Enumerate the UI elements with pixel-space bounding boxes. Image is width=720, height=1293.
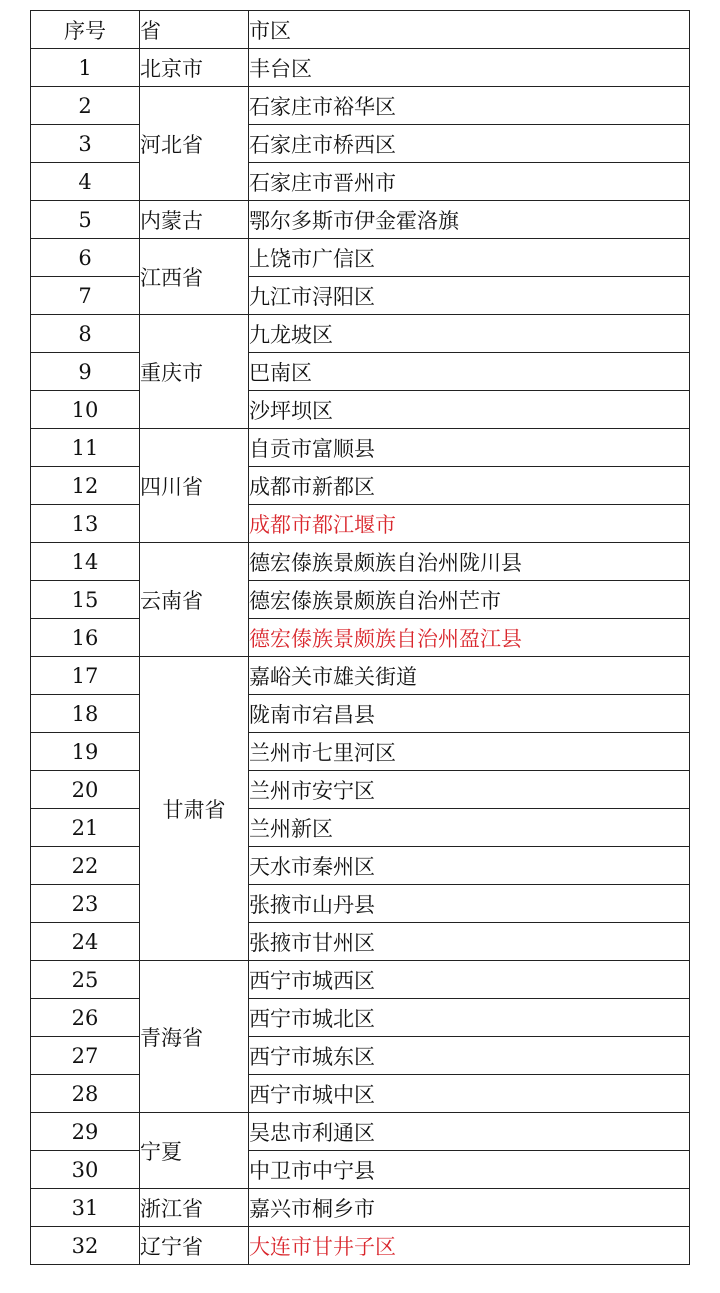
city-cell: 自贡市富顺县	[249, 429, 690, 467]
province-cell: 北京市	[140, 49, 249, 87]
province-cell: 重庆市	[140, 315, 249, 429]
city-cell: 西宁市城东区	[249, 1037, 690, 1075]
row-number: 2	[31, 87, 140, 125]
table-row	[31, 733, 690, 771]
city-cell: 德宏傣族景颇族自治州陇川县	[249, 543, 690, 581]
row-number: 8	[31, 315, 140, 353]
row-number: 20	[31, 771, 140, 809]
province-cell: 甘肃省	[140, 657, 249, 961]
province-cell: 宁夏	[140, 1113, 249, 1189]
regions-table	[30, 10, 690, 1265]
table-row	[31, 163, 690, 201]
province-cell: 河北省	[140, 87, 249, 201]
row-number: 6	[31, 239, 140, 277]
row-number: 14	[31, 543, 140, 581]
city-cell: 鄂尔多斯市伊金霍洛旗	[249, 201, 690, 239]
city-cell: 德宏傣族景颇族自治州盈江县	[249, 619, 690, 657]
city-cell: 沙坪坝区	[249, 391, 690, 429]
row-number: 28	[31, 1075, 140, 1113]
province-cell: 云南省	[140, 543, 249, 657]
row-number: 15	[31, 581, 140, 619]
city-cell: 张掖市甘州区	[249, 923, 690, 961]
row-number: 11	[31, 429, 140, 467]
table-row	[31, 1189, 690, 1227]
row-number: 10	[31, 391, 140, 429]
table-row	[31, 391, 690, 429]
table-row	[31, 87, 690, 125]
city-cell: 石家庄市裕华区	[249, 87, 690, 125]
row-number: 30	[31, 1151, 140, 1189]
row-number: 1	[31, 49, 140, 87]
city-cell: 成都市新都区	[249, 467, 690, 505]
row-number: 18	[31, 695, 140, 733]
row-number: 3	[31, 125, 140, 163]
row-number: 23	[31, 885, 140, 923]
city-cell: 兰州市七里河区	[249, 733, 690, 771]
table-row	[31, 1227, 690, 1265]
table-row	[31, 961, 690, 999]
city-cell: 大连市甘井子区	[249, 1227, 690, 1265]
row-number: 9	[31, 353, 140, 391]
table-row	[31, 809, 690, 847]
city-cell: 石家庄市桥西区	[249, 125, 690, 163]
row-number: 29	[31, 1113, 140, 1151]
city-cell: 张掖市山丹县	[249, 885, 690, 923]
table-row	[31, 201, 690, 239]
row-number: 27	[31, 1037, 140, 1075]
row-number: 17	[31, 657, 140, 695]
table-row	[31, 277, 690, 315]
table-row	[31, 847, 690, 885]
province-cell: 四川省	[140, 429, 249, 543]
city-cell: 兰州市安宁区	[249, 771, 690, 809]
city-cell: 九龙坡区	[249, 315, 690, 353]
table-row	[31, 467, 690, 505]
table-body	[31, 49, 690, 1265]
city-cell: 上饶市广信区	[249, 239, 690, 277]
row-number: 24	[31, 923, 140, 961]
table-row	[31, 429, 690, 467]
table-row	[31, 543, 690, 581]
city-cell: 兰州新区	[249, 809, 690, 847]
city-cell: 吴忠市利通区	[249, 1113, 690, 1151]
table-row	[31, 125, 690, 163]
row-number: 4	[31, 163, 140, 201]
city-cell: 九江市浔阳区	[249, 277, 690, 315]
row-number: 21	[31, 809, 140, 847]
table-row	[31, 1075, 690, 1113]
row-number: 26	[31, 999, 140, 1037]
province-cell: 辽宁省	[140, 1227, 249, 1265]
table-row	[31, 49, 690, 87]
header-city: 市区	[249, 11, 690, 49]
city-cell: 天水市秦州区	[249, 847, 690, 885]
city-cell: 丰台区	[249, 49, 690, 87]
row-number: 7	[31, 277, 140, 315]
row-number: 13	[31, 505, 140, 543]
header-row	[31, 11, 690, 49]
table-row	[31, 239, 690, 277]
province-cell: 内蒙古	[140, 201, 249, 239]
city-cell: 嘉兴市桐乡市	[249, 1189, 690, 1227]
row-number: 5	[31, 201, 140, 239]
table-row	[31, 885, 690, 923]
city-cell: 西宁市城中区	[249, 1075, 690, 1113]
table-row	[31, 999, 690, 1037]
city-cell: 陇南市宕昌县	[249, 695, 690, 733]
table-row	[31, 619, 690, 657]
table-row	[31, 353, 690, 391]
province-cell: 江西省	[140, 239, 249, 315]
city-cell: 德宏傣族景颇族自治州芒市	[249, 581, 690, 619]
table-row	[31, 315, 690, 353]
city-cell: 石家庄市晋州市	[249, 163, 690, 201]
row-number: 12	[31, 467, 140, 505]
province-cell: 青海省	[140, 961, 249, 1113]
row-number: 22	[31, 847, 140, 885]
row-number: 19	[31, 733, 140, 771]
table-row	[31, 1151, 690, 1189]
city-cell: 巴南区	[249, 353, 690, 391]
table-row	[31, 657, 690, 695]
city-cell: 西宁市城北区	[249, 999, 690, 1037]
city-cell: 西宁市城西区	[249, 961, 690, 999]
city-cell: 嘉峪关市雄关街道	[249, 657, 690, 695]
row-number: 16	[31, 619, 140, 657]
table-row	[31, 1037, 690, 1075]
table-row	[31, 581, 690, 619]
header-num: 序号	[31, 11, 140, 49]
row-number: 32	[31, 1227, 140, 1265]
table-row	[31, 695, 690, 733]
table-row	[31, 923, 690, 961]
city-cell: 成都市都江堰市	[249, 505, 690, 543]
table-row	[31, 505, 690, 543]
row-number: 31	[31, 1189, 140, 1227]
header-province: 省	[140, 11, 249, 49]
table-row	[31, 771, 690, 809]
table-row	[31, 1113, 690, 1151]
province-cell: 浙江省	[140, 1189, 249, 1227]
city-cell: 中卫市中宁县	[249, 1151, 690, 1189]
row-number: 25	[31, 961, 140, 999]
